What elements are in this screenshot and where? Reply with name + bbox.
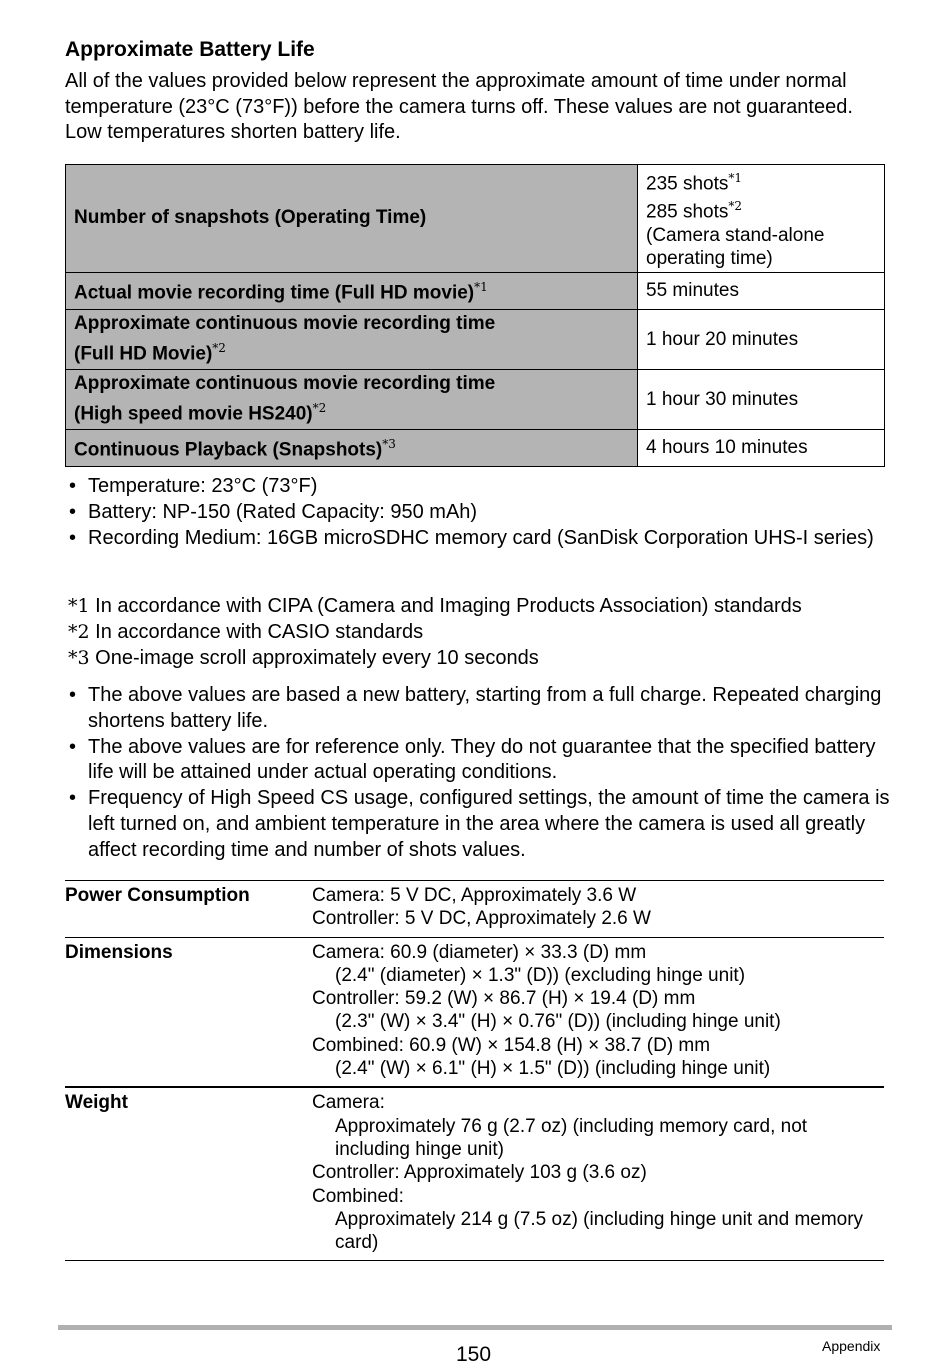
- footnote-mark: *2: [212, 340, 226, 355]
- list-item: • Temperature: 23°C (73°F): [69, 475, 318, 497]
- list-item: • The above values are for reference only. They do not guarantee that the specified battery life will be attained under actual operating conditions.: [69, 735, 876, 784]
- row-value: 55 minutes: [638, 272, 885, 309]
- row-label: Number of snapshots (Operating Time): [66, 165, 638, 273]
- footnote: *2 In accordance with CASIO standards: [68, 620, 424, 643]
- specifications-table: [65, 880, 884, 1261]
- row-label: Actual movie recording time (Full HD movie)$^{*1}$: [66, 272, 638, 309]
- footnote: *1 In accordance with CIPA (Camera and Imaging Products Association) standards: [68, 595, 802, 617]
- row-value: [638, 165, 885, 273]
- table-row: [66, 429, 885, 466]
- spec-row-weight: [65, 1088, 884, 1261]
- footnote-mark: *2: [728, 199, 743, 214]
- footnote: *3 One-image scroll approximately every 10 seconds: [68, 646, 539, 669]
- section-label: Appendix: [822, 1338, 881, 1354]
- footnote-mark: *2: [312, 400, 327, 415]
- battery-life-table: [65, 164, 885, 467]
- row-value: 4 hours 10 minutes: [638, 429, 885, 466]
- table-row: [66, 309, 885, 369]
- row-value: 1 hour 20 minutes: [638, 309, 885, 369]
- footnote-mark: *1: [474, 280, 488, 295]
- footnotes: [68, 594, 898, 671]
- footer-divider: [58, 1325, 892, 1330]
- spec-row-power: [65, 881, 884, 938]
- spec-value: Camera: 60.9 (diameter) × 33.3 (D) mm (2.4" (diameter) × 1.3" (D)) (excluding hinge unit) Controller: 59.2 (W) × 86.7 (H) × 19.4 (D) mm (2.3" (W) × 3.4" (H) × 0.76" (D)) (including hinge unit) Combined: 60.9 (W) × 154.8 (H) × 38.7 (D) mm (2.4" (W) × 6.1" (H) × 1.5" (D)) (including hinge unit): [312, 941, 781, 1080]
- spec-value: Camera: 5 V DC, Approximately 3.6 W Controller: 5 V DC, Approximately 2.6 W: [312, 885, 651, 930]
- shots-casio: 285 shots: [646, 201, 729, 223]
- page-title: Approximate Battery Life: [65, 38, 315, 61]
- footnote-mark: *1: [728, 171, 743, 185]
- table-row: [66, 165, 885, 273]
- remarks-list: [65, 683, 895, 864]
- list-item: • Battery: NP-150 (Rated Capacity: 950 mAh): [69, 500, 478, 523]
- row-value: 1 hour 30 minutes: [638, 369, 885, 429]
- intro-paragraph: All of the values provided below represent the approximate amount of time under normal temperature (23°C (73°F)) before the camera turns off. These values are not guaranteed. Low temperatures shorten battery life.: [65, 70, 853, 143]
- list-item: • Recording Medium: 16GB microSDHC memory card (SanDisk Corporation UHS-I series): [69, 526, 874, 549]
- table-row: [66, 369, 885, 429]
- row-label: Approximate continuous movie recording time (High speed movie HS240)$^{*2}$: [66, 369, 638, 429]
- shots-cipa: 235 shots: [646, 173, 729, 195]
- table-row: [66, 272, 885, 309]
- operating-time-note: (Camera stand-alone operating time): [646, 224, 825, 269]
- spec-label: Power Consumption: [65, 885, 250, 906]
- row-label: Approximate continuous movie recording time (Full HD Movie)$^{*2}$: [66, 309, 638, 369]
- list-item: • Frequency of High Speed CS usage, configured settings, the amount of time the camera is left turned on, and ambient temperature in the area where the camera is used all greatly affect recording time and number of shots values.: [69, 787, 890, 861]
- spec-label: Dimensions: [65, 941, 173, 963]
- spec-value: Camera: Approximately 76 g (2.7 oz) (including memory card, not including hinge unit) Controller: Approximately 103 g (3.6 oz) Combined: Approximately 214 g (7.5 oz) (including hinge unit and memory card): [312, 1092, 864, 1254]
- page-number: 150: [456, 1343, 492, 1366]
- spec-row-dimensions: [65, 938, 884, 1089]
- spec-label: Weight: [65, 1092, 128, 1114]
- row-label: Continuous Playback (Snapshots)$^{*3}$: [66, 429, 638, 466]
- test-conditions-list: [65, 474, 895, 551]
- footnote-mark: *3: [382, 437, 396, 452]
- list-item: • The above values are based a new battery, starting from a full charge. Repeated charging shortens battery life.: [69, 684, 882, 732]
